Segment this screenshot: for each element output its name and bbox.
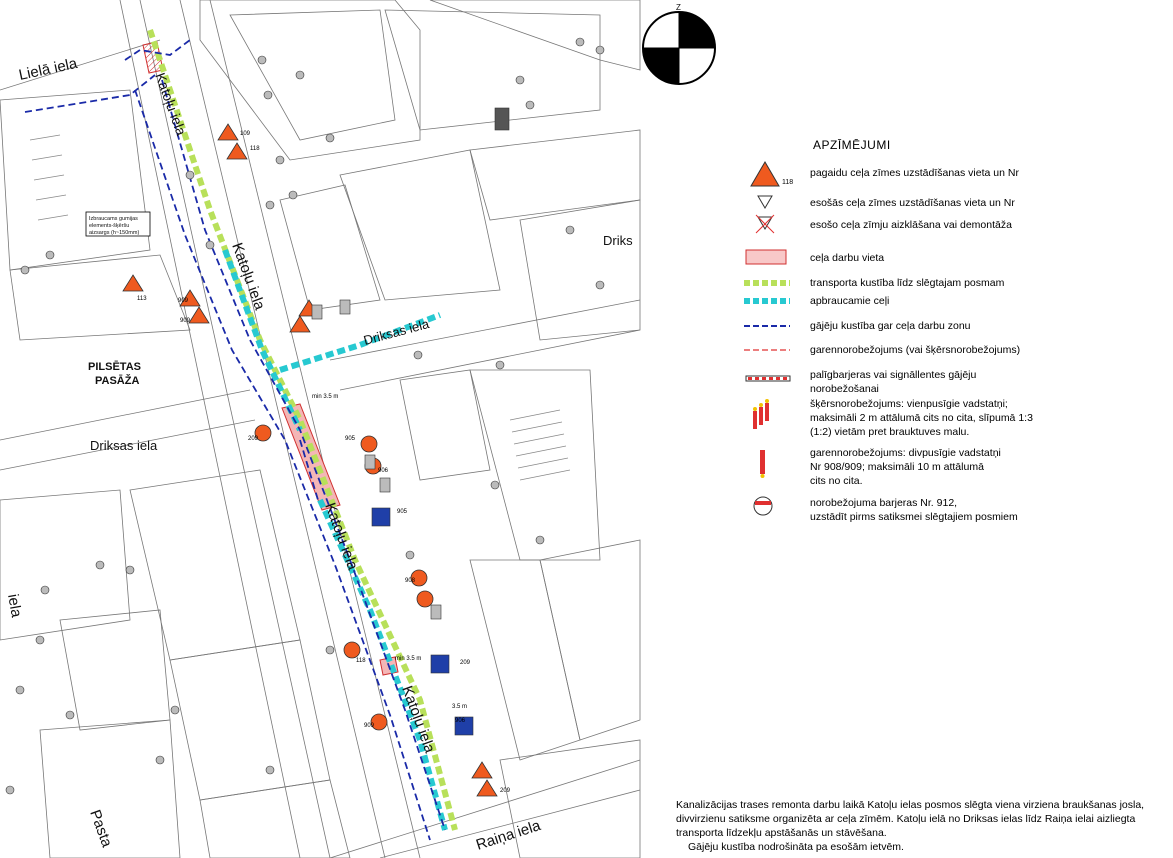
barrier-912-icon — [740, 496, 800, 528]
legend-text-8: palīgbarjeras vai signāllentes gājēju norobežošanai — [810, 369, 977, 395]
sign-number-label: 109 — [240, 131, 251, 137]
north-arrow — [643, 3, 715, 84]
sign-number-labels — [137, 131, 511, 794]
sign-number-label: 118 — [356, 658, 366, 664]
sign-number-label: 909 — [178, 298, 189, 304]
existing-sign-icon — [740, 192, 800, 224]
sign-number-label: 908 — [405, 578, 416, 584]
svg-text:Izbraucams gumijas: Izbraucams gumijas — [89, 216, 138, 222]
transport-line-swatch — [740, 275, 800, 307]
note-main: Kanalizācijas trases remonta darbu laikā Katoļu ielas posmos slēgta viena virziena braukšanas josla, divvirzienu satiksme organizēta ar ceļa zīmēm. Katoļu ielā no Driksas ielas līdz Raiņa ielai aizliegta transporta līdzekļu apstāšanās un stāvēšana. — [676, 799, 1145, 839]
street-raina: Raiņa iela — [473, 817, 543, 854]
sign-number-label: 905 — [345, 436, 356, 442]
crossed-sign-icon — [740, 213, 800, 245]
area-label-line2: PASĀŽA — [95, 375, 140, 387]
work-zone-swatch — [740, 248, 800, 280]
detour-line-swatch — [740, 293, 800, 325]
legend-text-0: pagaidu ceļa zīmes uzstādīšanas vieta un Nr — [810, 167, 1019, 179]
legend-text-10: garennorobežojums: divpusīgie vadstatņi Nr 908/909; maksimāli 10 m attālumā cits no cita. — [810, 447, 1001, 487]
legend-sign-number: 118 — [782, 179, 794, 186]
street-driksas-edge: Driks — [603, 233, 633, 248]
sign-number-label: 905 — [397, 509, 408, 515]
sign-number-label: 209 — [248, 436, 259, 442]
legend-title: APZĪMĒJUMI — [813, 138, 891, 152]
sign-number-label: 906 — [378, 468, 389, 474]
street-katolu-center: Katoļu iela — [321, 500, 362, 573]
rubber-element-note — [86, 212, 150, 236]
sign-number-label: 209 — [500, 788, 511, 794]
legend-text-4: transporta kustība līdz slēgtajam posmam — [810, 277, 1005, 289]
street-driksas-left: Driksas iela — [90, 438, 158, 453]
dimension-label: min 3.5 m — [395, 656, 422, 662]
sign-number-label: 118 — [250, 146, 260, 152]
legend-text-1: esošās ceļa zīmes uzstādīšanas vieta un Nr — [810, 197, 1015, 209]
delineator-icon — [740, 446, 800, 486]
svg-text:aizsargs (h~150mm): aizsargs (h~150mm) — [89, 230, 140, 236]
delineator-group-icon — [740, 397, 800, 437]
area-label-line1: PILSĒTAS — [88, 361, 141, 373]
sign-number-label: 909 — [180, 318, 191, 324]
compass-letter: Z — [676, 3, 681, 12]
tape-barrier-swatch — [740, 368, 800, 400]
warning-triangle-icon — [740, 160, 800, 192]
street-pasta: Pasta — [86, 807, 116, 850]
legend-text-6: gājēju kustība gar ceļa darbu zonu — [810, 320, 971, 332]
street-liela: Lielā iela — [17, 54, 79, 84]
svg-text:elements-šķēršu: elements-šķēršu — [89, 223, 130, 229]
street-katolu-bottom: Katoļu iela — [398, 683, 439, 756]
legend-text-11: norobežojuma barjeras Nr. 912, uzstādīt pirms satiksmei slēgtajiem posmiem — [810, 497, 1018, 523]
sign-number-label: 906 — [455, 718, 466, 724]
note-pedestrian: Gājēju kustība nodrošināta pa esošām ietvēm. — [688, 841, 904, 853]
legend-text-5: apbraucamie ceļi — [810, 295, 890, 307]
legend-text-7: garennorobežojums (vai šķērsnorobežojums) — [810, 344, 1021, 356]
sign-number-label: 909 — [364, 723, 375, 729]
street-katolu-mid: Katoļu iela — [228, 240, 269, 313]
street-driksas-right: Driksas iela — [361, 316, 431, 348]
pedestrian-line-swatch — [740, 318, 800, 350]
sign-number-label: 113 — [137, 296, 147, 302]
dimension-label: min 3.5 m — [312, 394, 339, 400]
sign-number-label: 209 — [460, 660, 471, 666]
street-left-iela: iela — [4, 592, 25, 619]
street-katolu-top: Katoļu iela — [152, 70, 190, 138]
dimension-label: 3.5 m — [452, 704, 468, 710]
legend-text-3: ceļa darbu vieta — [810, 252, 885, 264]
barrier-line-swatch — [740, 342, 800, 374]
legend-text-9: šķērsnorobežojums: vienpusīgie vadstatņi; maksimāli 2 m attālumā cits no cita, slīpumā 1:3 (1:2) vietām pret brauktuves malu. — [810, 398, 1033, 438]
legend-text-2: esošo ceļa zīmju aizklāšana vai demontāža — [810, 219, 1012, 231]
